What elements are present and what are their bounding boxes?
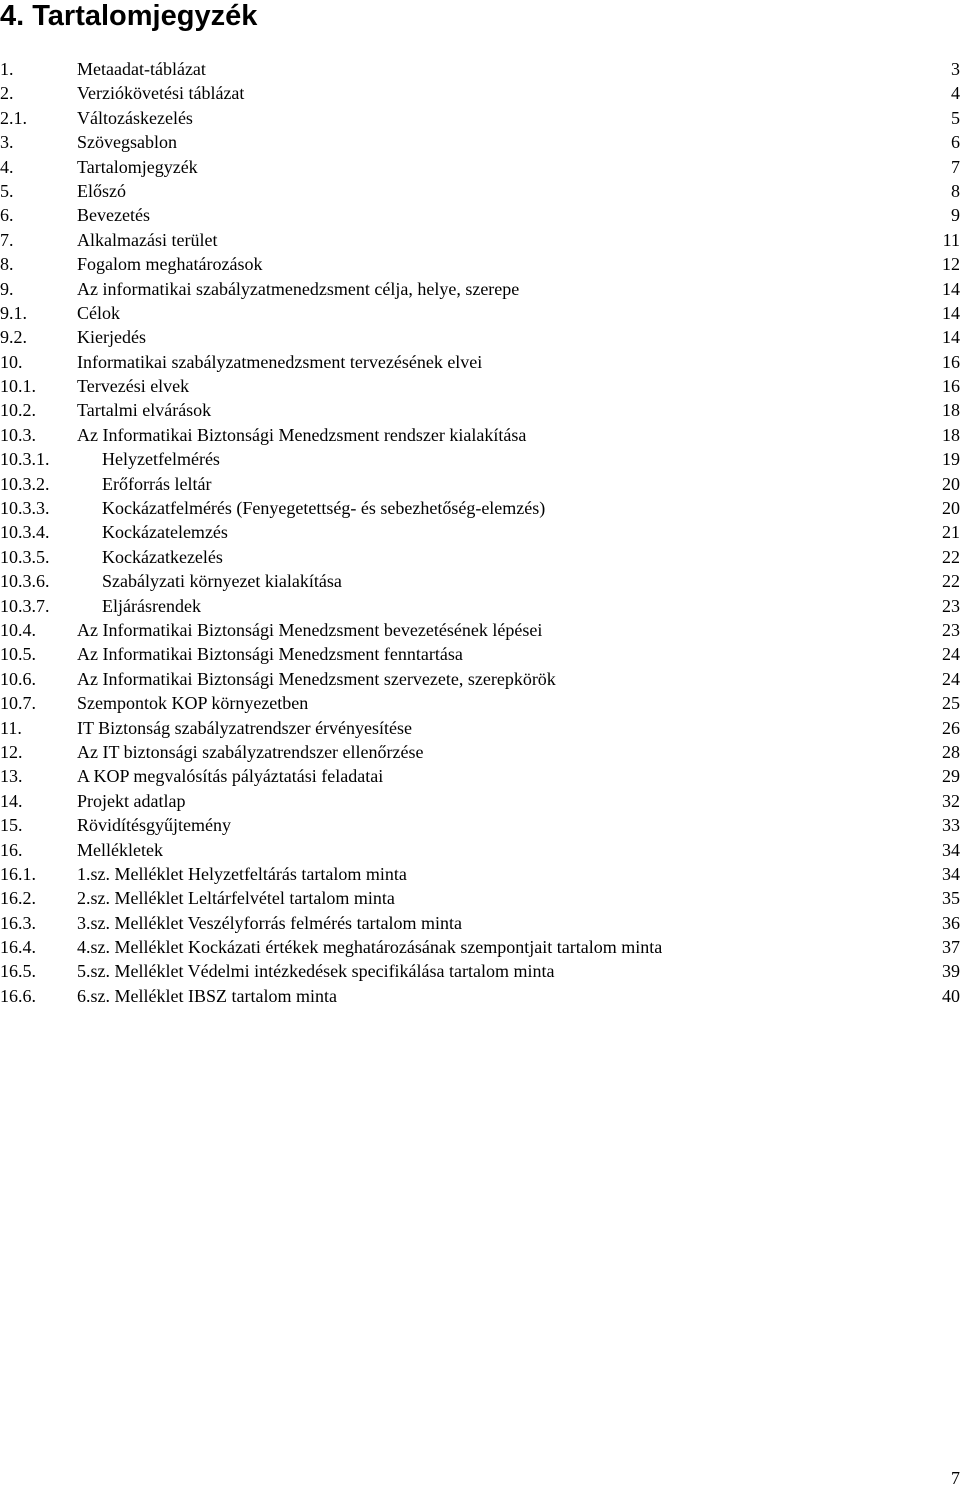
toc-entry-number: 10.1.	[0, 376, 36, 397]
toc-entry[interactable]	[0, 325, 960, 349]
toc-entry-page[interactable]: 19	[942, 449, 960, 470]
toc-entry-number: 7.	[0, 229, 14, 250]
toc-entry-page[interactable]: 12	[942, 254, 960, 275]
toc-entry-page[interactable]: 29	[942, 766, 960, 787]
toc-entry-title[interactable]: Fogalom meghatározások	[77, 254, 263, 275]
toc-entry[interactable]	[0, 862, 960, 886]
toc-entry-title[interactable]: Eljárásrendek	[102, 595, 201, 616]
toc-entry-title[interactable]: Kockázatelemzés	[102, 522, 228, 543]
toc-entry-title[interactable]: Metaadat-táblázat	[77, 59, 206, 79]
toc-entry-number: 14.	[0, 790, 23, 811]
toc-entry-number: 10.3.3.	[0, 498, 50, 519]
toc-entry[interactable]	[0, 911, 960, 935]
toc-entry[interactable]	[0, 618, 960, 642]
toc-entry-page[interactable]: 5	[951, 107, 960, 128]
toc-entry-page[interactable]: 22	[942, 571, 960, 592]
toc-entry-title[interactable]: Erőforrás leltár	[102, 473, 212, 494]
toc-entry[interactable]	[0, 398, 960, 422]
toc-entry-page[interactable]: 26	[942, 717, 960, 738]
toc-entry[interactable]	[0, 277, 960, 301]
toc-entry[interactable]	[0, 179, 960, 203]
toc-entry-page[interactable]: 16	[942, 376, 960, 397]
toc-entry[interactable]	[0, 228, 960, 252]
toc-entry-page[interactable]: 20	[942, 473, 960, 494]
toc-entry-number: 10.4.	[0, 619, 36, 640]
toc-entry-page[interactable]: 6	[951, 132, 960, 153]
toc-entry-title[interactable]: Szövegsablon	[77, 132, 177, 153]
toc-entry[interactable]	[0, 569, 960, 593]
toc-entry-title[interactable]: Bevezetés	[77, 205, 150, 226]
toc-entry-title[interactable]: Tervezési elvek	[77, 376, 190, 397]
toc-entry[interactable]	[0, 252, 960, 276]
toc-entry-number: 9.1.	[0, 302, 27, 323]
toc-entry-title[interactable]: 4.sz. Melléklet Kockázati értékek meghatározásának szempontjait tartalom minta	[77, 937, 663, 958]
toc-entry-title[interactable]: 1.sz. Melléklet Helyzetfeltárás tartalom minta	[77, 863, 407, 884]
toc-entry-title[interactable]: Projekt adatlap	[77, 790, 186, 811]
toc-entry-page[interactable]: 33	[942, 815, 960, 836]
toc-entry-number: 9.2.	[0, 327, 27, 348]
toc-entry-page[interactable]: 36	[942, 912, 960, 933]
page-number: 7	[951, 1468, 960, 1488]
toc-entry-number: 10.3.2.	[0, 473, 50, 494]
toc-entry-title[interactable]: Előszó	[77, 180, 126, 201]
toc-entry[interactable]	[0, 301, 960, 325]
toc-entry[interactable]	[0, 838, 960, 862]
toc-entry-number: 10.7.	[0, 693, 36, 714]
toc-entry[interactable]	[0, 716, 960, 740]
toc-entry-number: 16.	[0, 839, 23, 860]
toc-entry-number: 10.6.	[0, 668, 36, 689]
toc-entry-page[interactable]: 21	[942, 522, 960, 543]
toc-entry[interactable]	[0, 130, 960, 154]
toc-entry-title[interactable]: Az Informatikai Biztonsági Menedzsment fenntartása	[77, 644, 463, 665]
toc-entry-number: 10.3.6.	[0, 571, 50, 592]
toc-entry-title[interactable]: Rövidítésgyűjtemény	[77, 815, 231, 836]
toc-entry-number: 5.	[0, 180, 14, 201]
toc-entry-title[interactable]: Helyzetfelmérés	[102, 449, 220, 470]
toc-entry-page[interactable]: 39	[942, 961, 960, 982]
toc-entry-page[interactable]: 7	[951, 156, 960, 177]
toc-entry-page[interactable]: 32	[942, 790, 960, 811]
toc-entry-page[interactable]: 20	[942, 498, 960, 519]
toc-entry[interactable]	[0, 423, 960, 447]
toc-entry-page[interactable]: 37	[942, 937, 960, 958]
toc-entry-page[interactable]: 25	[942, 693, 960, 714]
page-title: 4. Tartalomjegyzék	[0, 0, 258, 32]
toc-entry[interactable]	[0, 545, 960, 569]
toc-entry-title[interactable]: Alkalmazási terület	[77, 229, 218, 250]
toc-entry[interactable]	[0, 642, 960, 666]
toc-entry-title[interactable]: Szempontok KOP környezetben	[77, 693, 309, 714]
table-of-contents	[0, 57, 960, 1008]
toc-entry-title[interactable]: 2.sz. Melléklet Leltárfelvétel tartalom minta	[77, 888, 395, 909]
toc-entry-title[interactable]: Szabályzati környezet kialakítása	[102, 571, 342, 592]
toc-entry-page[interactable]: 34	[942, 839, 960, 860]
toc-entry-page[interactable]: 34	[942, 863, 960, 884]
toc-entry[interactable]	[0, 472, 960, 496]
toc-entry[interactable]	[0, 667, 960, 691]
toc-entry-number: 1.	[0, 59, 14, 79]
toc-entry[interactable]	[0, 57, 960, 81]
toc-entry[interactable]	[0, 106, 960, 130]
toc-entry[interactable]	[0, 789, 960, 813]
toc-entry-title[interactable]: Verziókövetési táblázat	[77, 83, 245, 104]
toc-entry[interactable]	[0, 374, 960, 398]
toc-entry-title[interactable]: A KOP megvalósítás pályáztatási feladatai	[77, 766, 384, 787]
toc-entry-title[interactable]: Célok	[77, 302, 120, 323]
toc-entry-number: 8.	[0, 254, 14, 275]
toc-entry-title[interactable]: Az IT biztonsági szabályzatrendszer ellenőrzése	[77, 741, 424, 762]
toc-entry-number: 16.4.	[0, 937, 36, 958]
toc-entry-page[interactable]: 24	[942, 644, 960, 665]
toc-entry-number: 10.3.1.	[0, 449, 50, 470]
toc-entry-number: 3.	[0, 132, 14, 153]
toc-entry[interactable]	[0, 203, 960, 227]
toc-entry-title[interactable]: Mellékletek	[77, 839, 163, 860]
toc-entry-number: 16.6.	[0, 985, 36, 1006]
toc-entry-title[interactable]: Informatikai szabályzatmenedzsment tervezésének elvei	[77, 351, 483, 372]
toc-entry-page[interactable]: 35	[942, 888, 960, 909]
toc-entry[interactable]	[0, 984, 960, 1008]
toc-entry-page[interactable]: 4	[951, 83, 960, 104]
toc-entry-title[interactable]: Az Informatikai Biztonsági Menedzsment rendszer kialakítása	[77, 424, 527, 445]
toc-entry-number: 11.	[0, 717, 22, 738]
toc-entry-title[interactable]: Kockázatkezelés	[102, 546, 223, 567]
toc-entry-page[interactable]: 14	[942, 278, 960, 299]
toc-entry-title[interactable]: Az informatikai szabályzatmenedzsment célja, helye, szerepe	[77, 278, 520, 299]
toc-entry-page[interactable]: 14	[942, 327, 960, 348]
toc-entry-page[interactable]: 23	[942, 619, 960, 640]
toc-entry-page[interactable]: 16	[942, 351, 960, 372]
toc-entry[interactable]	[0, 740, 960, 764]
toc-entry[interactable]	[0, 520, 960, 544]
toc-entry-page[interactable]: 11	[942, 229, 960, 250]
toc-entry-page[interactable]: 23	[942, 595, 960, 616]
toc-entry-title[interactable]: 5.sz. Melléklet Védelmi intézkedések specifikálása tartalom minta	[77, 961, 555, 982]
toc-entry-number: 10.3.	[0, 424, 36, 445]
toc-entry-number: 15.	[0, 815, 23, 836]
toc-entry-number: 16.1.	[0, 863, 36, 884]
toc-entry-number: 2.1.	[0, 107, 27, 128]
toc-entry-title[interactable]: IT Biztonság szabályzatrendszer érvényesítése	[77, 717, 413, 738]
toc-entry-page[interactable]: 8	[951, 180, 960, 201]
toc-entry-number: 10.3.7.	[0, 595, 50, 616]
toc-entry[interactable]	[0, 594, 960, 618]
toc-entry-page[interactable]: 9	[951, 205, 960, 226]
toc-entry[interactable]	[0, 691, 960, 715]
toc-entry-number: 16.3.	[0, 912, 36, 933]
toc-entry-page[interactable]: 18	[942, 400, 960, 421]
toc-entry-title[interactable]: Tartalomjegyzék	[77, 156, 198, 177]
toc-entry-number: 10.2.	[0, 400, 36, 421]
toc-entry-number: 6.	[0, 205, 14, 226]
toc-entry-number: 2.	[0, 83, 14, 104]
toc-entry-page[interactable]: 24	[942, 668, 960, 689]
toc-entry-page[interactable]: 22	[942, 546, 960, 567]
toc-entry[interactable]	[0, 959, 960, 983]
toc-entry-number: 12.	[0, 741, 23, 762]
toc-entry-page[interactable]: 18	[942, 424, 960, 445]
toc-entry-title[interactable]: 6.sz. Melléklet IBSZ tartalom minta	[77, 985, 337, 1006]
toc-entry-page[interactable]: 14	[942, 302, 960, 323]
toc-entry-number: 13.	[0, 766, 23, 787]
toc-entry[interactable]	[0, 935, 960, 959]
toc-entry-number: 10.	[0, 351, 23, 372]
toc-entry-title[interactable]: Tartalmi elvárások	[77, 400, 212, 421]
toc-entry-title[interactable]: Változáskezelés	[77, 107, 193, 128]
toc-entry[interactable]	[0, 447, 960, 471]
toc-entry[interactable]	[0, 155, 960, 179]
toc-entry[interactable]	[0, 350, 960, 374]
toc-entry[interactable]	[0, 886, 960, 910]
toc-entry[interactable]	[0, 496, 960, 520]
toc-entry-number: 9.	[0, 278, 14, 299]
toc-entry-page[interactable]: 28	[942, 741, 960, 762]
toc-entry-title[interactable]: Az Informatikai Biztonsági Menedzsment szervezete, szerepkörök	[77, 668, 556, 689]
toc-entry-number: 16.2.	[0, 888, 36, 909]
toc-entry-number: 16.5.	[0, 961, 36, 982]
toc-entry-title[interactable]: Kierjedés	[77, 327, 146, 348]
toc-entry-number: 10.3.4.	[0, 522, 50, 543]
toc-entry-number: 4.	[0, 156, 14, 177]
toc-entry-title[interactable]: Az Informatikai Biztonsági Menedzsment bevezetésének lépései	[77, 619, 543, 640]
toc-entry[interactable]	[0, 81, 960, 105]
toc-entry-number: 10.3.5.	[0, 546, 50, 567]
toc-entry-title[interactable]: 3.sz. Melléklet Veszélyforrás felmérés tartalom minta	[77, 912, 463, 933]
toc-entry-title[interactable]: Kockázatfelmérés (Fenyegetettség- és sebezhetőség-elemzés)	[102, 498, 546, 519]
toc-entry[interactable]	[0, 813, 960, 837]
toc-entry[interactable]	[0, 764, 960, 788]
toc-entry-number: 10.5.	[0, 644, 36, 665]
toc-entry-page[interactable]: 40	[942, 985, 960, 1006]
toc-entry-page[interactable]: 3	[951, 59, 960, 79]
